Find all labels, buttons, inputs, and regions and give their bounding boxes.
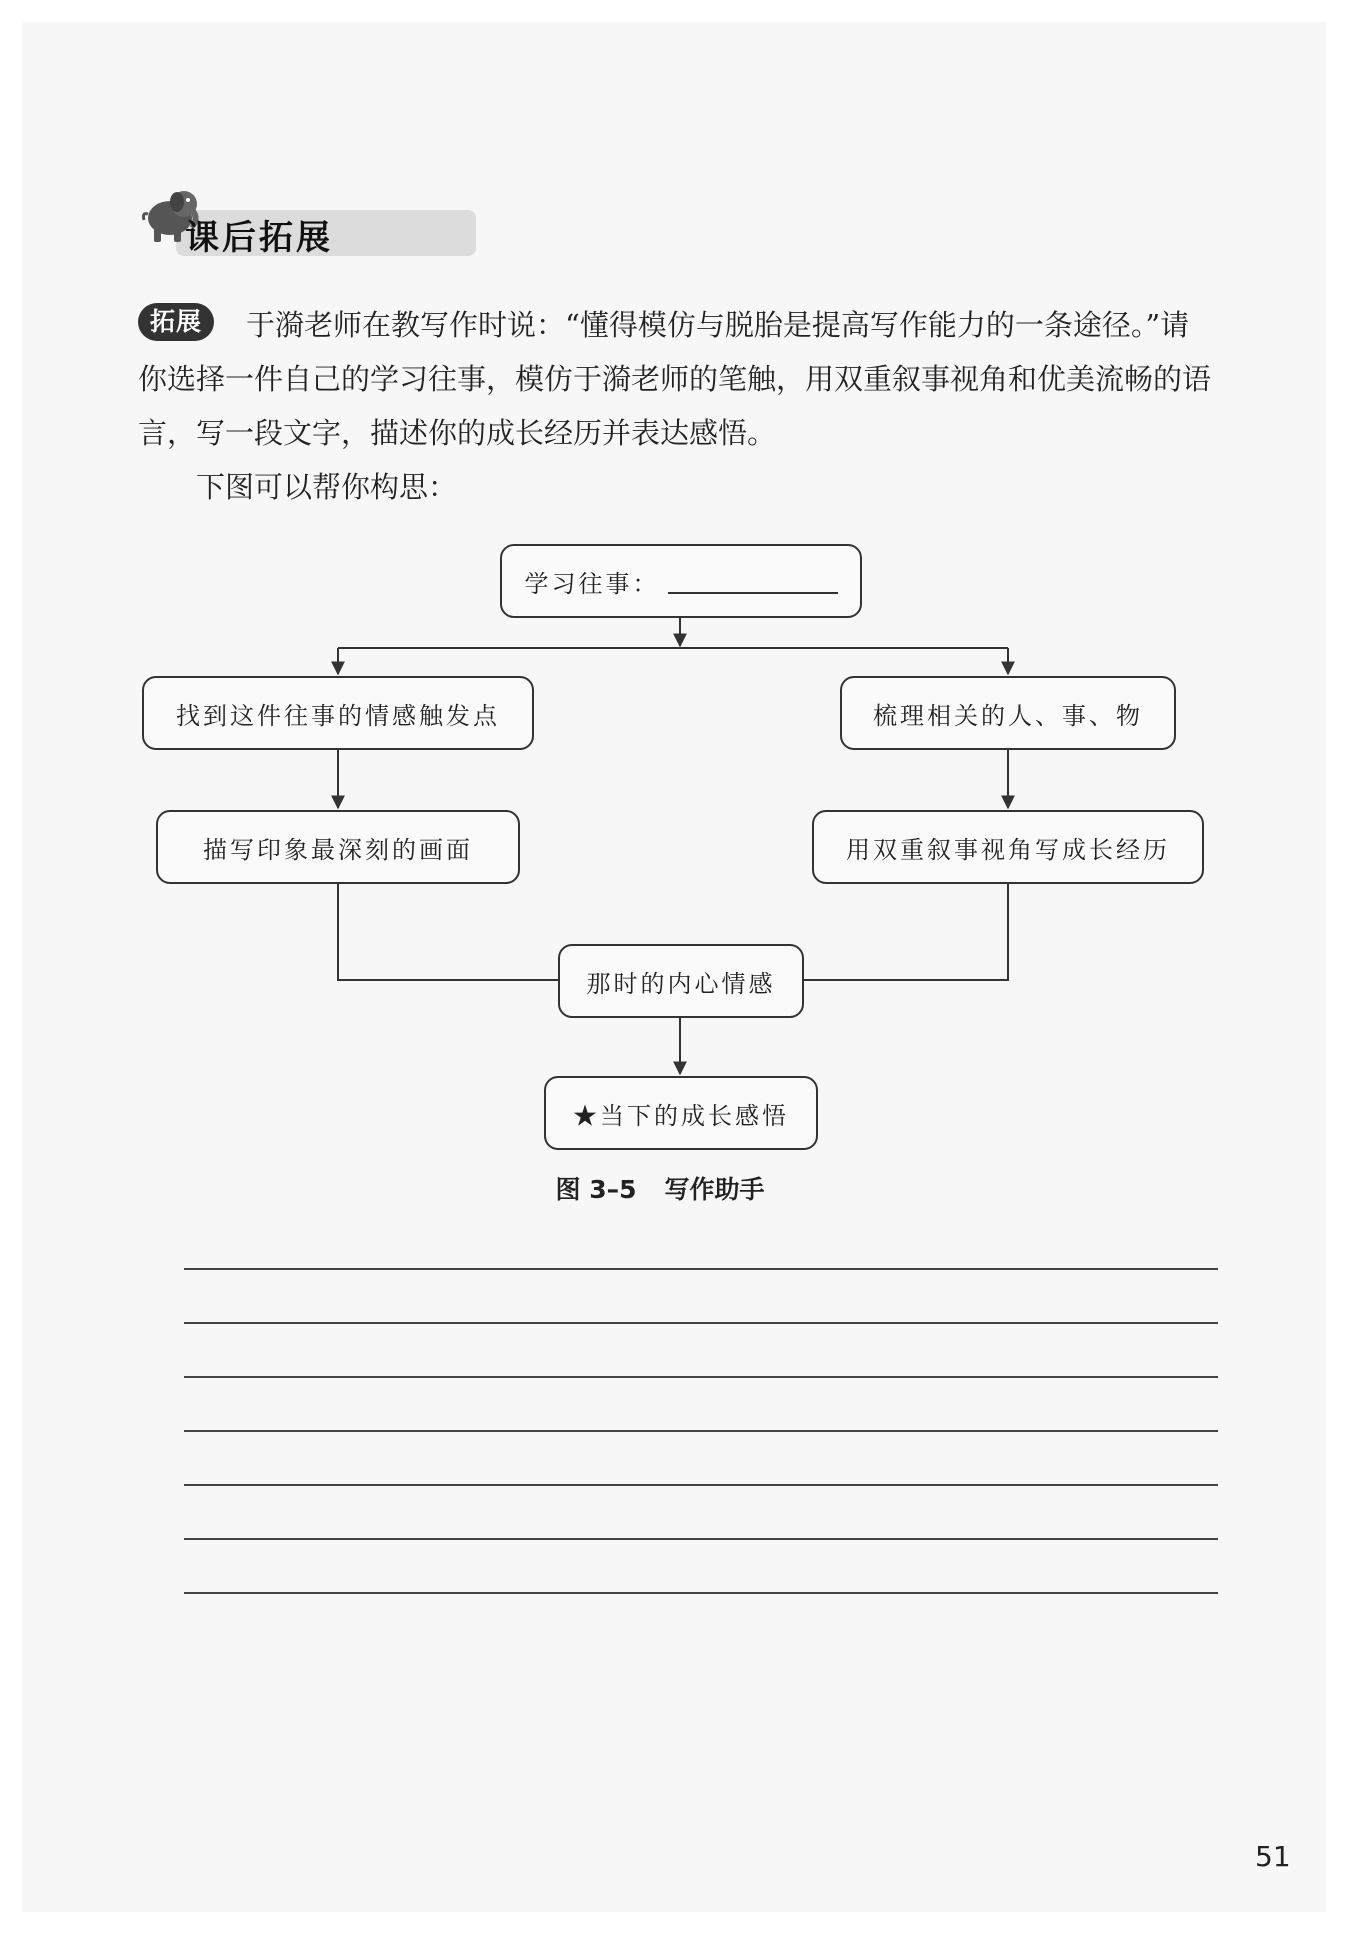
fill-in-blank bbox=[668, 568, 838, 594]
exercise-paragraph: 于漪老师在教写作时说：“懂得模仿与脱胎是提高写作能力的一条途径。”请你选择一件自己的学习往事，模仿于漪老师的笔触，用双重叙事视角和优美流畅的语言，写一段文字，描述你的成长经历并表达感悟。 bbox=[138, 308, 1212, 450]
figure-number: 图 3–5 bbox=[555, 1175, 637, 1204]
flow-node-learning-past bbox=[500, 544, 862, 618]
flow-node-learning-past-label: 学习往事： bbox=[524, 569, 660, 598]
flow-node-growth-insight: ★当下的成长感悟 bbox=[544, 1076, 818, 1150]
flow-node-describe-scene: 描写印象最深刻的画面 bbox=[156, 810, 520, 884]
section-title: 课后拓展 bbox=[185, 218, 333, 258]
writing-line bbox=[184, 1430, 1218, 1432]
hint-text: 下图可以帮你构思： bbox=[196, 470, 458, 504]
writing-line bbox=[184, 1322, 1218, 1324]
flow-node-emotional-trigger: 找到这件往事的情感触发点 bbox=[142, 676, 534, 750]
page-number: 51 bbox=[1255, 1840, 1291, 1873]
flow-node-dual-perspective: 用双重叙事视角写成长经历 bbox=[812, 810, 1204, 884]
writing-line bbox=[184, 1376, 1218, 1378]
figure-caption bbox=[0, 1170, 1350, 1206]
writing-line bbox=[184, 1268, 1218, 1270]
figure-title: 写作助手 bbox=[664, 1175, 765, 1204]
exercise-tag: 拓展 bbox=[138, 303, 214, 341]
writing-line bbox=[184, 1592, 1218, 1594]
flow-node-inner-feelings: 那时的内心情感 bbox=[558, 944, 804, 1018]
writing-line bbox=[184, 1538, 1218, 1540]
writing-line bbox=[184, 1484, 1218, 1486]
section-header bbox=[138, 182, 348, 260]
flow-node-related-people-things: 梳理相关的人、事、物 bbox=[840, 676, 1176, 750]
